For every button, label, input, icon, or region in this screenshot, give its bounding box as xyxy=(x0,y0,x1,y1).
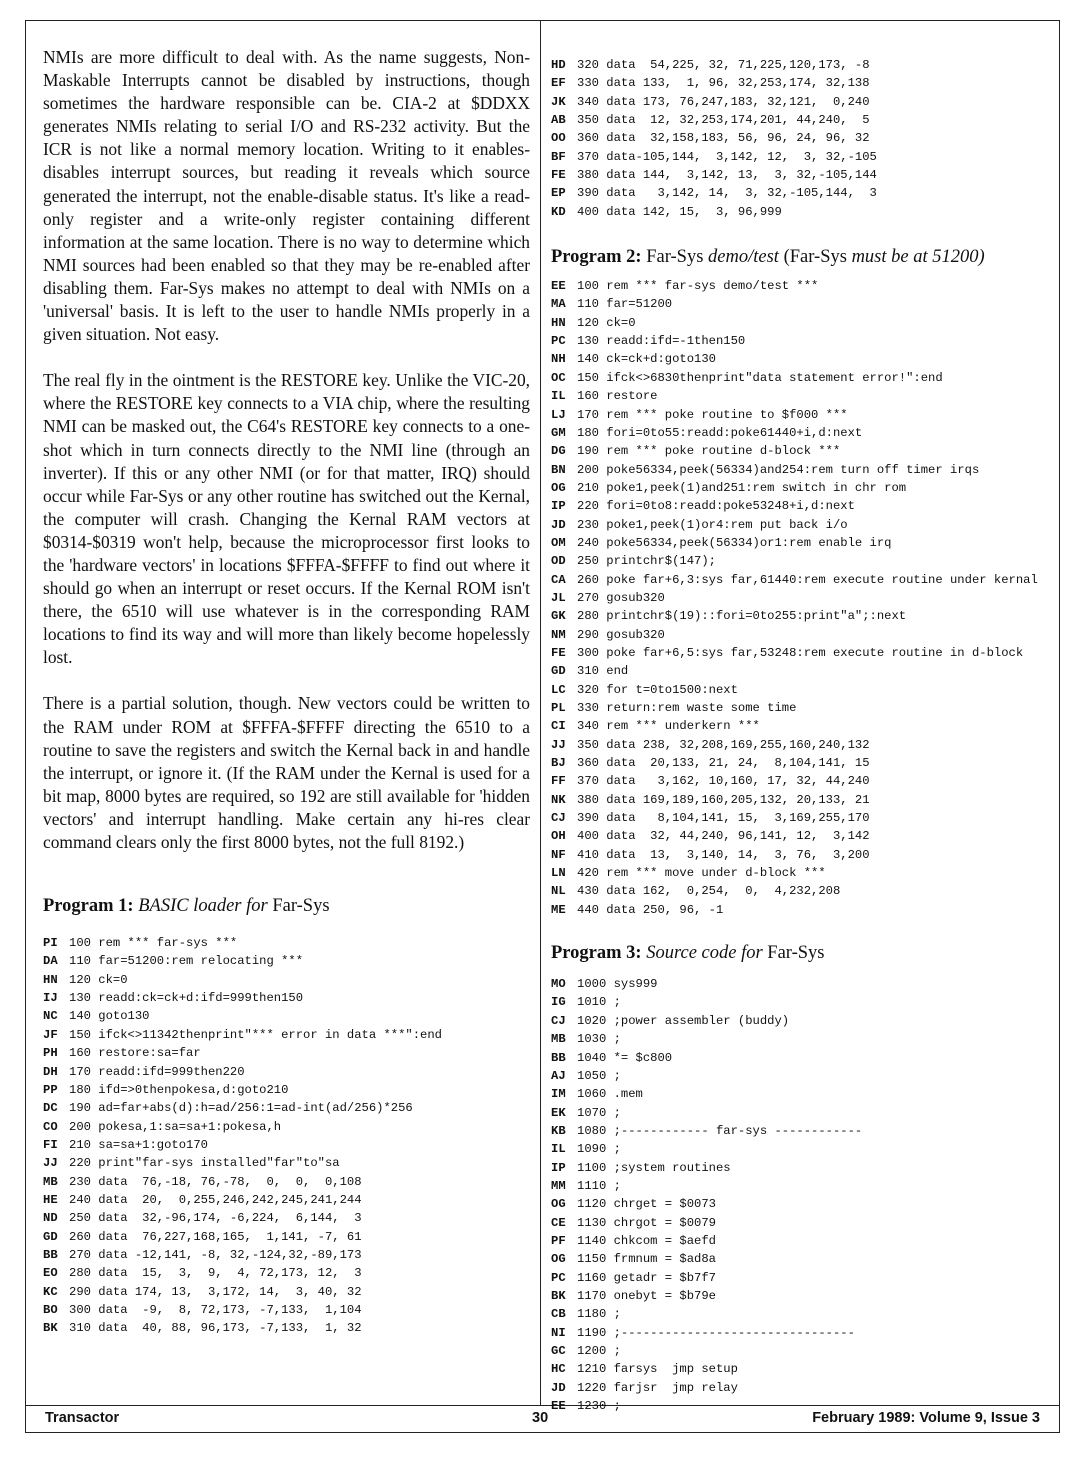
code-line xyxy=(551,993,1056,1011)
code-line xyxy=(551,516,1056,534)
checksum-code: BJ xyxy=(551,756,566,771)
code-text: 400 data 142, 15, 3, 96,999 xyxy=(577,204,782,219)
checksum-code: OC xyxy=(551,370,566,385)
code-text: 370 data 3,162, 10,160, 17, 32, 44,240 xyxy=(577,774,870,789)
code-line xyxy=(551,314,1056,332)
code-text: 160 restore:sa=far xyxy=(69,1046,201,1061)
checksum-code: PF xyxy=(551,1233,566,1248)
code-line xyxy=(551,350,1056,368)
program3-listing xyxy=(551,975,1056,1415)
code-text: 330 data 133, 1, 96, 32,253,174, 32,138 xyxy=(577,76,870,91)
checksum-code: HC xyxy=(551,1362,566,1377)
code-text: 260 data 76,227,168,165, 1,141, -7, 61 xyxy=(69,1229,362,1244)
checksum-code: AJ xyxy=(551,1068,566,1083)
code-text: 260 poke far+6,3:sys far,61440:rem execute routine under kernal xyxy=(577,572,1038,587)
code-text: 320 for t=0to1500:next xyxy=(577,682,738,697)
code-line xyxy=(551,1324,1056,1342)
code-text: 250 printchr$(147); xyxy=(577,554,716,569)
code-line xyxy=(551,864,1056,882)
checksum-code: NM xyxy=(551,627,566,642)
code-line xyxy=(43,1099,530,1117)
checksum-code: GD xyxy=(551,664,566,679)
checksum-code: JL xyxy=(551,590,566,605)
checksum-code: CJ xyxy=(551,1013,566,1028)
program1-title: Program 1: BASIC loader for Far-Sys xyxy=(43,896,330,917)
code-text: 130 readd:ck=ck+d:ifd=999then150 xyxy=(69,991,304,1006)
checksum-code: EF xyxy=(551,76,566,91)
magazine-name: Transactor xyxy=(45,1410,120,1426)
code-line xyxy=(551,1140,1056,1158)
code-line xyxy=(43,1173,530,1191)
code-line xyxy=(551,166,1056,184)
program2-title: Program 2: Far-Sys demo/test (Far-Sys must be at 51200) xyxy=(551,247,985,268)
code-text: 380 data 169,189,160,205,132, 20,133, 21 xyxy=(577,792,870,807)
code-line xyxy=(551,1122,1056,1140)
program3-title: Program 3: Source code for Far-Sys xyxy=(551,943,825,964)
code-text: 1060 .mem xyxy=(577,1087,643,1102)
code-line xyxy=(551,1195,1056,1213)
code-text: 1170 onebyt = $b79e xyxy=(577,1288,716,1303)
code-text: 230 poke1,peek(1)or4:rem put back i/o xyxy=(577,517,848,532)
checksum-code: PP xyxy=(43,1082,58,1097)
program1-listing-continued xyxy=(551,56,1056,221)
code-text: 190 ad=far+abs(d):h=ad/256:1=ad-int(ad/256)*256 xyxy=(69,1101,413,1116)
checksum-code: JJ xyxy=(551,737,566,752)
checksum-code: ND xyxy=(43,1211,58,1226)
code-line xyxy=(551,129,1056,147)
code-line xyxy=(551,93,1056,111)
checksum-code: MA xyxy=(551,297,566,312)
code-line xyxy=(551,1085,1056,1103)
checksum-code: IP xyxy=(551,1160,566,1175)
checksum-code: KB xyxy=(551,1123,566,1138)
code-text: 1090 ; xyxy=(577,1142,621,1157)
code-line xyxy=(43,1007,530,1025)
code-line xyxy=(551,809,1056,827)
checksum-code: AB xyxy=(551,113,566,128)
code-text: 1070 ; xyxy=(577,1105,621,1120)
code-line xyxy=(551,111,1056,129)
code-text: 100 rem *** far-sys demo/test *** xyxy=(577,279,819,294)
checksum-code: MO xyxy=(551,977,566,992)
checksum-code: HN xyxy=(43,972,58,987)
code-text: 390 data 8,104,141, 15, 3,169,255,170 xyxy=(577,811,870,826)
code-text: 380 data 144, 3,142, 13, 3, 32,-105,144 xyxy=(577,168,877,183)
code-text: 1160 getadr = $b7f7 xyxy=(577,1270,716,1285)
code-line xyxy=(551,1067,1056,1085)
code-text: 110 far=51200:rem relocating *** xyxy=(69,954,304,969)
code-text: 150 ifck<>11342thenprint"*** error in data ***":end xyxy=(69,1027,442,1042)
code-text: 140 ck=ck+d:goto130 xyxy=(577,352,716,367)
checksum-code: PC xyxy=(551,1270,566,1285)
code-text: 360 data 20,133, 21, 24, 8,104,141, 15 xyxy=(577,756,870,771)
code-text: 120 ck=0 xyxy=(577,315,636,330)
code-line xyxy=(551,295,1056,313)
checksum-code: BF xyxy=(551,149,566,164)
checksum-code: MM xyxy=(551,1178,566,1193)
checksum-code: IL xyxy=(551,1142,566,1157)
code-line xyxy=(551,387,1056,405)
code-text: 290 data 174, 13, 3,172, 14, 3, 40, 32 xyxy=(69,1284,362,1299)
code-text: 340 data 173, 76,247,183, 32,121, 0,240 xyxy=(577,94,870,109)
code-text: 1150 frmnum = $ad8a xyxy=(577,1252,716,1267)
code-text: 1010 ; xyxy=(577,995,621,1010)
checksum-code: JF xyxy=(43,1027,58,1042)
code-line xyxy=(551,1269,1056,1287)
code-line xyxy=(43,1301,530,1319)
code-text: 300 data -9, 8, 72,173, -7,133, 1,104 xyxy=(69,1302,362,1317)
code-line xyxy=(551,754,1056,772)
code-line xyxy=(43,1191,530,1209)
checksum-code: PC xyxy=(551,334,566,349)
code-line xyxy=(43,1228,530,1246)
code-line xyxy=(43,1264,530,1282)
code-line xyxy=(551,736,1056,754)
checksum-code: NH xyxy=(551,352,566,367)
code-line xyxy=(551,1049,1056,1067)
code-text: 240 data 20, 0,255,246,242,245,241,244 xyxy=(69,1192,362,1207)
code-line xyxy=(551,1012,1056,1030)
checksum-code: LN xyxy=(551,866,566,881)
checksum-code: IP xyxy=(551,499,566,514)
code-text: 1200 ; xyxy=(577,1344,621,1358)
code-line xyxy=(551,461,1056,479)
checksum-code: CI xyxy=(551,719,566,734)
checksum-code: GM xyxy=(551,425,566,440)
column-divider xyxy=(540,20,541,1405)
checksum-code: LJ xyxy=(551,407,566,422)
checksum-code: FI xyxy=(43,1137,58,1152)
code-line xyxy=(43,934,530,952)
code-line xyxy=(551,203,1056,221)
code-text: 400 data 32, 44,240, 96,141, 12, 3,142 xyxy=(577,829,870,844)
code-line xyxy=(43,1081,530,1099)
program1-listing xyxy=(43,934,530,1338)
checksum-code: DH xyxy=(43,1064,58,1079)
checksum-code: FF xyxy=(551,774,566,789)
checksum-code: DA xyxy=(43,954,58,969)
code-text: 1210 farsys jmp setup xyxy=(577,1362,738,1377)
code-line xyxy=(551,571,1056,589)
code-line xyxy=(551,1232,1056,1250)
code-text: 180 fori=0to55:readd:poke61440+i,d:next xyxy=(577,425,863,440)
code-text: 130 readd:ifd=-1then150 xyxy=(577,334,746,349)
code-text: 170 readd:ifd=999then220 xyxy=(69,1064,245,1079)
checksum-code: DC xyxy=(43,1101,58,1116)
checksum-code: FE xyxy=(551,645,566,660)
checksum-code: NL xyxy=(551,884,566,899)
code-text: 210 sa=sa+1:goto170 xyxy=(69,1137,208,1152)
code-text: 190 rem *** poke routine d-block *** xyxy=(577,444,841,459)
checksum-code: CB xyxy=(551,1307,566,1322)
code-line xyxy=(551,901,1056,919)
code-text: 430 data 162, 0,254, 0, 4,232,208 xyxy=(577,884,841,899)
checksum-code: FE xyxy=(551,168,566,183)
code-text: 150 ifck<>6830thenprint"data statement error!":end xyxy=(577,370,943,385)
checksum-code: DG xyxy=(551,444,566,459)
left-column xyxy=(43,46,530,1338)
code-text: 140 goto130 xyxy=(69,1009,150,1024)
code-text: 250 data 32,-96,174, -6,224, 6,144, 3 xyxy=(69,1211,362,1226)
right-column xyxy=(551,56,1056,1415)
checksum-code: JJ xyxy=(43,1156,58,1171)
code-text: 1100 ;system routines xyxy=(577,1160,731,1175)
code-text: 220 fori=0to8:readd:poke53248+i,d:next xyxy=(577,499,855,514)
checksum-code: ME xyxy=(551,902,566,917)
checksum-code: OO xyxy=(551,131,566,146)
checksum-code: GK xyxy=(551,609,566,624)
checksum-code: BK xyxy=(43,1321,58,1336)
checksum-code: CO xyxy=(43,1119,58,1134)
checksum-code: MB xyxy=(551,1032,566,1047)
checksum-code: OG xyxy=(551,1252,566,1267)
code-text: 1110 ; xyxy=(577,1178,621,1193)
code-line xyxy=(551,1250,1056,1268)
checksum-code: CA xyxy=(551,572,566,587)
checksum-code: OM xyxy=(551,535,566,550)
code-text: 1080 ;------------ far-sys ------------ xyxy=(577,1123,863,1138)
code-text: 270 data -12,141, -8, 32,-124,32,-89,173 xyxy=(69,1247,362,1262)
code-line xyxy=(43,1044,530,1062)
code-line xyxy=(43,1319,530,1337)
checksum-code: GD xyxy=(43,1229,58,1244)
checksum-code: NF xyxy=(551,847,566,862)
checksum-code: KC xyxy=(43,1284,58,1299)
code-text: 1050 ; xyxy=(577,1068,621,1083)
code-text: 310 data 40, 88, 96,173, -7,133, 1, 32 xyxy=(69,1321,362,1336)
code-line xyxy=(43,952,530,970)
code-line xyxy=(551,1342,1056,1360)
checksum-code: CE xyxy=(551,1215,566,1230)
code-text: 180 ifd=>0thenpokesa,d:goto210 xyxy=(69,1082,289,1097)
checksum-code: BO xyxy=(43,1302,58,1317)
code-line xyxy=(43,1209,530,1227)
paragraph-restore-key: The real fly in the ointment is the RESTORE key. Unlike the VIC-20, where the RESTORE key connects to a VIA chip, where the resulting NMI can be masked out, the C64's RESTORE key connects to a one-shot which in turn connects directly to the NMI line (through an inverter). If this or any other NMI (or for that matter, IRQ) should occur while Far-Sys or any other routine has switched out the Kernal, the computer will crash. Changing the Kernal RAM vectors at $0314-$0319 won't help, because the microprocessor first looks to the 'hardware vectors' in locations $FFFA-$FFFF to find out where it should go when an interrupt or reset occurs. If the Kernal ROM isn't there, the 6510 will use whatever is in the corresponding RAM locations to find its way and will more than likely become hopelessly lost. xyxy=(43,370,530,668)
code-text: 220 print"far-sys installed"far"to"sa xyxy=(69,1156,340,1171)
checksum-code: IG xyxy=(551,995,566,1010)
checksum-code: EE xyxy=(551,1399,566,1414)
code-line xyxy=(43,1154,530,1172)
checksum-code: IL xyxy=(551,389,566,404)
code-line xyxy=(551,662,1056,680)
code-line xyxy=(551,1104,1056,1122)
checksum-code: HD xyxy=(551,58,566,72)
checksum-code: CJ xyxy=(551,811,566,826)
checksum-code: GC xyxy=(551,1344,566,1358)
code-text: 1040 *= $c800 xyxy=(577,1050,673,1065)
code-line xyxy=(551,846,1056,864)
paragraph-nmis: NMIs are more difficult to deal with. As the name suggests, Non-Maskable Interrupts cannot be disabled by instructions, though sometimes the hardware responsible can be. CIA-2 at $DDXX generates NMIs relating to serial I/O and RS-232 activity. But the ICR is not like a normal memory location. Writing to it enables-disables interrupt sources, but reading it reveals which source generated the interrupt, not the enable-disable status. It's like a read-only register and a write-only register containing different information at the same location. There is no way to determine which NMI sources had been enabled so that they may be re-enabled after disabling them. Far-Sys makes no attempt to deal with NMIs on a 'universal' basis. It is left to the user to handle NMIs properly in a given situation. Not easy. xyxy=(43,47,530,345)
code-line xyxy=(551,74,1056,92)
code-text: 1000 sys999 xyxy=(577,977,658,992)
code-line xyxy=(551,184,1056,202)
code-text: 1020 ;power assembler (buddy) xyxy=(577,1013,790,1028)
code-line xyxy=(551,479,1056,497)
code-text: 370 data-105,144, 3,142, 12, 3, 32,-105 xyxy=(577,149,877,164)
code-line xyxy=(551,681,1056,699)
code-line xyxy=(43,1283,530,1301)
paragraph-partial-solution: There is a partial solution, though. New vectors could be written to the RAM under ROM at $FFFA-$FFFF directing the 6510 to a routine to save the registers and switch the Kernal back in and handle the interrupt, or ignore it. (If the RAM under the Kernal is used for a bit map, 8000 bytes are required, so 192 are still available for 'hidden vectors' and interrupt handling. Make certain any hi-res clear command clears only the first 8000 bytes, not the full 8192.) xyxy=(43,693,530,852)
code-line xyxy=(551,882,1056,900)
code-text: 240 poke56334,peek(56334)or1:rem enable irq xyxy=(577,535,892,550)
code-text: 440 data 250, 96, -1 xyxy=(577,902,724,917)
checksum-code: NI xyxy=(551,1325,566,1340)
checksum-code: NC xyxy=(43,1009,58,1024)
checksum-code: OD xyxy=(551,554,566,569)
checksum-code: EK xyxy=(551,1105,566,1120)
code-text: 1130 chrgot = $0079 xyxy=(577,1215,716,1230)
code-line xyxy=(551,332,1056,350)
code-line xyxy=(551,552,1056,570)
code-text: 310 end xyxy=(577,664,629,679)
code-text: 100 rem *** far-sys *** xyxy=(69,936,238,951)
code-line xyxy=(551,1287,1056,1305)
code-line xyxy=(551,772,1056,790)
code-line xyxy=(551,406,1056,424)
checksum-code: EO xyxy=(43,1266,58,1281)
code-text: 160 restore xyxy=(577,389,658,404)
code-line xyxy=(551,1030,1056,1048)
code-text: 350 data 238, 32,208,169,255,160,240,132 xyxy=(577,737,870,752)
checksum-code: KD xyxy=(551,204,566,219)
checksum-code: HE xyxy=(43,1192,58,1207)
code-line xyxy=(551,277,1056,295)
checksum-code: OH xyxy=(551,829,566,844)
code-text: 1140 chkcom = $aefd xyxy=(577,1233,716,1248)
code-line xyxy=(551,791,1056,809)
code-line xyxy=(43,1118,530,1136)
code-line xyxy=(551,1379,1056,1397)
code-text: 1120 chrget = $0073 xyxy=(577,1197,716,1212)
code-line xyxy=(551,1177,1056,1195)
code-text: 270 gosub320 xyxy=(577,590,665,605)
issue-info: February 1989: Volume 9, Issue 3 xyxy=(812,1410,1040,1426)
code-line xyxy=(43,1246,530,1264)
checksum-code: HN xyxy=(551,315,566,330)
code-text: 300 poke far+6,5:sys far,53248:rem execute routine in d-block xyxy=(577,645,1024,660)
code-text: 1230 ; xyxy=(577,1399,621,1414)
code-text: 230 data 76,-18, 76,-78, 0, 0, 0,108 xyxy=(69,1174,362,1189)
code-line xyxy=(551,589,1056,607)
code-line xyxy=(551,534,1056,552)
page-number: 30 xyxy=(532,1410,549,1426)
code-line xyxy=(43,1063,530,1081)
code-text: 280 data 15, 3, 9, 4, 72,173, 12, 3 xyxy=(69,1266,362,1281)
code-text: 170 rem *** poke routine to $f000 *** xyxy=(577,407,848,422)
checksum-code: BK xyxy=(551,1288,566,1303)
code-text: 200 poke56334,peek(56334)and254:rem turn off timer irqs xyxy=(577,462,980,477)
code-text: 410 data 13, 3,140, 14, 3, 76, 3,200 xyxy=(577,847,870,862)
code-line xyxy=(551,644,1056,662)
code-text: 1030 ; xyxy=(577,1032,621,1047)
code-text: 280 printchr$(19)::fori=0to255:print"a";:next xyxy=(577,609,907,624)
code-text: 1180 ; xyxy=(577,1307,621,1322)
code-line xyxy=(551,1159,1056,1177)
code-line xyxy=(551,626,1056,644)
checksum-code: EP xyxy=(551,186,566,201)
code-line xyxy=(551,1214,1056,1232)
checksum-code: JD xyxy=(551,1380,566,1395)
code-line xyxy=(551,1305,1056,1323)
checksum-code: BB xyxy=(551,1050,566,1065)
code-line xyxy=(551,1360,1056,1378)
program2-listing xyxy=(551,277,1056,919)
code-line xyxy=(551,827,1056,845)
code-text: 290 gosub320 xyxy=(577,627,665,642)
page-footer xyxy=(45,1410,1040,1432)
checksum-code: BN xyxy=(551,462,566,477)
code-text: 200 pokesa,1:sa=sa+1:pokesa,h xyxy=(69,1119,282,1134)
code-text: 110 far=51200 xyxy=(577,297,673,312)
checksum-code: OG xyxy=(551,1197,566,1212)
code-text: 1220 farjsr jmp relay xyxy=(577,1380,738,1395)
code-text: 320 data 54,225, 32, 71,225,120,173, -8 xyxy=(577,58,870,72)
checksum-code: EE xyxy=(551,279,566,294)
code-text: 390 data 3,142, 14, 3, 32,-105,144, 3 xyxy=(577,186,877,201)
code-line xyxy=(43,1026,530,1044)
checksum-code: IJ xyxy=(43,991,58,1006)
checksum-code: OG xyxy=(551,480,566,495)
checksum-code: PI xyxy=(43,936,58,951)
code-line xyxy=(551,717,1056,735)
code-text: 420 rem *** move under d-block *** xyxy=(577,866,826,881)
code-text: 1190 ;-------------------------------- xyxy=(577,1325,855,1340)
checksum-code: MB xyxy=(43,1174,58,1189)
checksum-code: PL xyxy=(551,701,566,715)
code-text: 340 rem *** underkern *** xyxy=(577,719,760,734)
checksum-code: PH xyxy=(43,1046,58,1061)
checksum-code: JK xyxy=(551,94,566,109)
code-line xyxy=(43,971,530,989)
code-line xyxy=(43,989,530,1007)
code-text: 330 return:rem waste some time xyxy=(577,701,797,715)
code-line xyxy=(551,607,1056,625)
code-line xyxy=(551,369,1056,387)
code-line xyxy=(551,497,1056,515)
checksum-code: LC xyxy=(551,682,566,697)
code-text: 210 poke1,peek(1)and251:rem switch in chr rom xyxy=(577,480,907,495)
code-line xyxy=(551,424,1056,442)
code-line xyxy=(43,1136,530,1154)
code-line xyxy=(551,699,1056,717)
code-text: 360 data 32,158,183, 56, 96, 24, 96, 32 xyxy=(577,131,870,146)
code-line xyxy=(551,56,1056,74)
checksum-code: BB xyxy=(43,1247,58,1262)
checksum-code: JD xyxy=(551,517,566,532)
code-text: 120 ck=0 xyxy=(69,972,128,987)
code-text: 350 data 12, 32,253,174,201, 44,240, 5 xyxy=(577,113,870,128)
code-line xyxy=(551,442,1056,460)
code-line xyxy=(551,148,1056,166)
code-line xyxy=(551,975,1056,993)
checksum-code: NK xyxy=(551,792,566,807)
checksum-code: IM xyxy=(551,1087,566,1102)
